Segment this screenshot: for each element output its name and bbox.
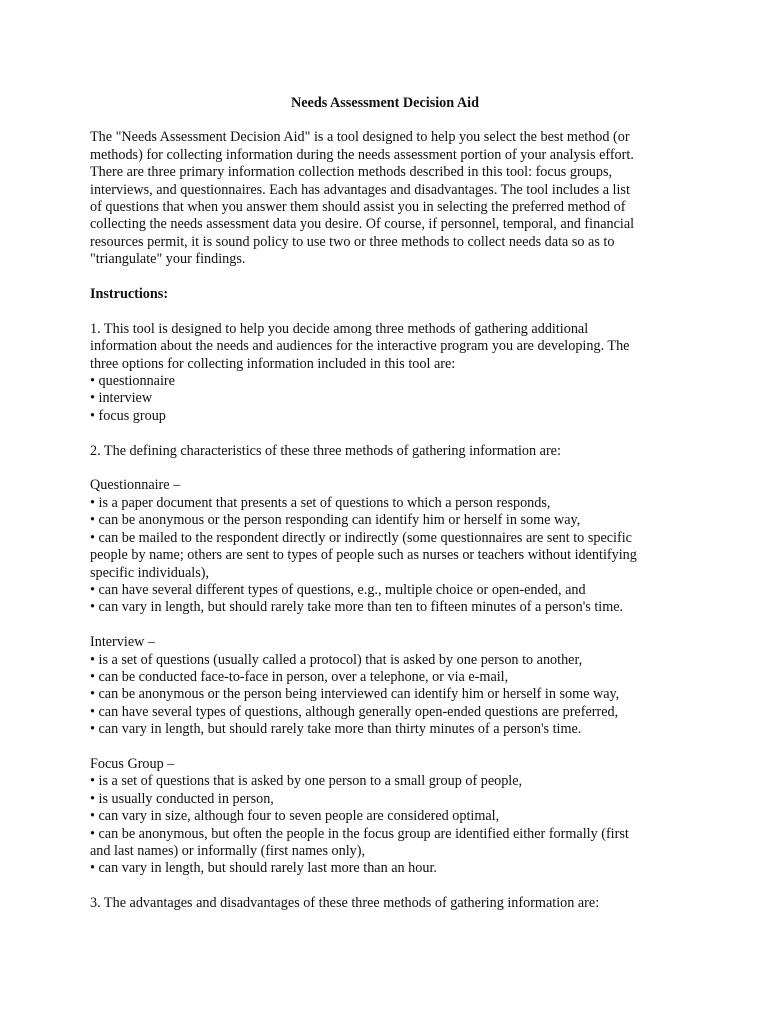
option-focus-group: • focus group	[90, 407, 166, 424]
step-1-line: information about the needs and audiences for the interactive program you are developing. The	[90, 338, 630, 355]
focus-group-item: • is a set of questions that is asked by one person to a small group of people,	[90, 773, 523, 790]
document-title: Needs Assessment Decision Aid	[291, 95, 479, 111]
step-3: 3. The advantages and disadvantages of these three methods of gathering information are:	[90, 895, 600, 912]
intro-line: The "Needs Assessment Decision Aid" is a tool designed to help you select the best method (or	[90, 129, 630, 146]
interview-item: • can be anonymous or the person being interviewed can identify him or herself in some way,	[90, 686, 620, 703]
option-questionnaire: • questionnaire	[90, 373, 175, 390]
focus-group-item: • can vary in size, although four to seven people are considered optimal,	[90, 808, 500, 825]
step-2: 2. The defining characteristics of these three methods of gathering information are:	[90, 442, 561, 459]
focus-group-item: • can vary in length, but should rarely last more than an hour.	[90, 860, 437, 877]
instructions-heading: Instructions:	[90, 286, 169, 303]
intro-paragraph	[90, 129, 680, 268]
interview-item: • can vary in length, but should rarely take more than thirty minutes of a person's time.	[90, 721, 582, 738]
questionnaire-section	[90, 477, 680, 616]
step-1-line: 1. This tool is designed to help you decide among three methods of gathering additional	[90, 320, 589, 337]
focus-group-section	[90, 756, 680, 878]
focus-group-item: • can be anonymous, but often the people in the focus group are identified either formally (first	[90, 825, 629, 842]
interview-item: • can have several types of questions, although generally open-ended questions are preferred,	[90, 703, 619, 720]
option-interview: • interview	[90, 390, 153, 407]
focus-group-item: • is usually conducted in person,	[90, 790, 274, 807]
document-page	[90, 95, 680, 930]
questionnaire-item: people by name; others are sent to types of people such as nurses or teachers without identifying	[90, 547, 637, 564]
questionnaire-item: specific individuals),	[90, 564, 209, 581]
questionnaire-item: • is a paper document that presents a set of questions to which a person responds,	[90, 494, 551, 511]
interview-item: • can be conducted face-to-face in person, over a telephone, or via e-mail,	[90, 668, 509, 685]
interview-item: • is a set of questions (usually called a protocol) that is asked by one person to another,	[90, 651, 583, 668]
questionnaire-item: • can be mailed to the respondent directly or indirectly (some questionnaires are sent to specific	[90, 529, 632, 546]
intro-line: methods) for collecting information during the needs assessment portion of your analysis effort.	[90, 146, 634, 163]
intro-line: collecting the needs assessment data you desire. Of course, if personnel, temporal, and financial	[90, 216, 635, 233]
step-1-line: three options for collecting information included in this tool are:	[90, 355, 456, 372]
intro-line: "triangulate" your findings.	[90, 251, 246, 268]
step-1	[90, 321, 680, 425]
intro-line: of questions that when you answer them should assist you in selecting the preferred method of	[90, 199, 626, 216]
intro-line: interviews, and questionnaires. Each has advantages and disadvantages. The tool includes a list	[90, 181, 630, 198]
focus-group-label: Focus Group –	[90, 755, 175, 772]
focus-group-item: and last names) or informally (first names only),	[90, 842, 366, 859]
interview-label: Interview –	[90, 634, 156, 651]
questionnaire-item: • can have several different types of questions, e.g., multiple choice or open-ended, and	[90, 581, 586, 598]
questionnaire-item: • can be anonymous or the person responding can identify him or herself in some way,	[90, 512, 581, 529]
intro-line: There are three primary information collection methods described in this tool: focus groups,	[90, 164, 613, 181]
intro-line: resources permit, it is sound policy to use two or three methods to collect needs data so as to	[90, 233, 615, 250]
questionnaire-label: Questionnaire –	[90, 477, 181, 494]
interview-section	[90, 634, 680, 738]
questionnaire-item: • can vary in length, but should rarely take more than ten to fifteen minutes of a person's time.	[90, 599, 624, 616]
